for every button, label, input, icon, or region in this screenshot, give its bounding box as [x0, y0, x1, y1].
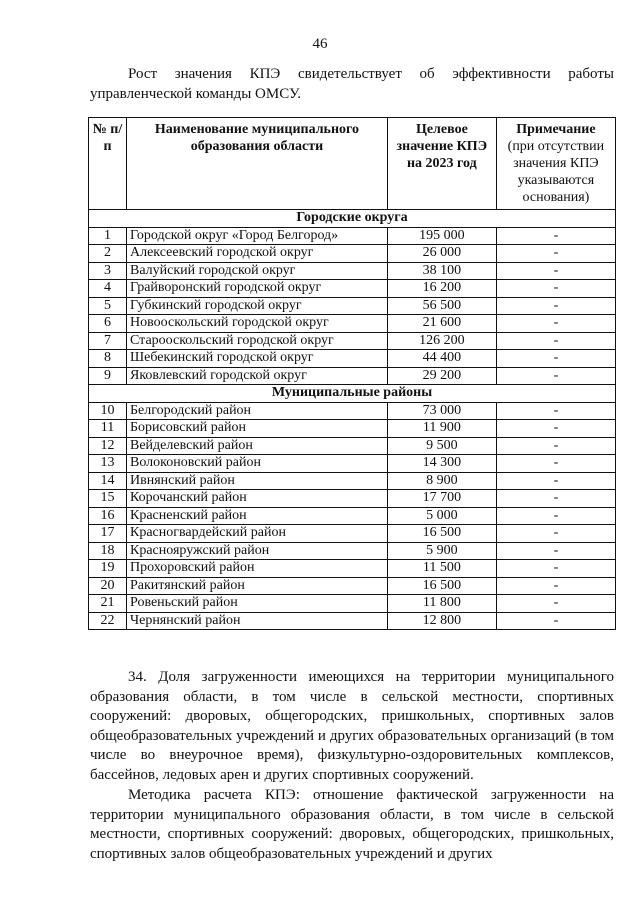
row-name: Алексеевский городской округ — [127, 245, 388, 263]
row-target: 38 100 — [387, 262, 496, 280]
section-row — [89, 385, 616, 403]
row-target: 29 200 — [387, 367, 496, 385]
row-name: Городской округ «Город Белгород» — [127, 227, 388, 245]
row-target: 21 600 — [387, 315, 496, 333]
row-target: 44 400 — [387, 350, 496, 368]
row-num: 22 — [89, 612, 127, 630]
row-num: 2 — [89, 245, 127, 263]
kpi-table — [88, 117, 616, 630]
row-num: 18 — [89, 542, 127, 560]
row-note: - — [496, 595, 615, 613]
row-target: 26 000 — [387, 245, 496, 263]
section-title: Городские округа — [89, 210, 616, 228]
row-name: Яковлевский городской округ — [127, 367, 388, 385]
table-row — [89, 420, 616, 438]
table-row — [89, 332, 616, 350]
table-body — [89, 210, 616, 630]
row-name: Вейделевский район — [127, 437, 388, 455]
row-target: 14 300 — [387, 455, 496, 473]
row-num: 15 — [89, 490, 127, 508]
row-target: 16 500 — [387, 577, 496, 595]
table-row — [89, 245, 616, 263]
table-row — [89, 402, 616, 420]
row-num: 14 — [89, 472, 127, 490]
table-row — [89, 525, 616, 543]
header-note-title: Примечание — [516, 122, 596, 137]
table-row — [89, 227, 616, 245]
row-target: 11 800 — [387, 595, 496, 613]
row-name: Ровеньский район — [127, 595, 388, 613]
row-num: 12 — [89, 437, 127, 455]
table-row — [89, 490, 616, 508]
row-num: 4 — [89, 280, 127, 298]
row-note: - — [496, 612, 615, 630]
row-num: 16 — [89, 507, 127, 525]
row-name: Валуйский городской округ — [127, 262, 388, 280]
header-name: Наименование муниципального образования области — [127, 118, 388, 210]
row-note: - — [496, 525, 615, 543]
row-num: 17 — [89, 525, 127, 543]
row-note: - — [496, 245, 615, 263]
row-num: 10 — [89, 402, 127, 420]
table-row — [89, 595, 616, 613]
row-target: 5 900 — [387, 542, 496, 560]
table-row — [89, 350, 616, 368]
row-name: Красногвардейский район — [127, 525, 388, 543]
row-note: - — [496, 560, 615, 578]
row-note: - — [496, 437, 615, 455]
row-note: - — [496, 420, 615, 438]
row-name: Прохоровский район — [127, 560, 388, 578]
header-num: № п/п — [89, 118, 127, 210]
row-note: - — [496, 472, 615, 490]
row-target: 56 500 — [387, 297, 496, 315]
row-note: - — [496, 490, 615, 508]
table-row — [89, 455, 616, 473]
header-target: Целевое значение КПЭ на 2023 год — [387, 118, 496, 210]
row-num: 6 — [89, 315, 127, 333]
row-name: Ракитянский район — [127, 577, 388, 595]
row-note: - — [496, 577, 615, 595]
table-row — [89, 560, 616, 578]
row-target: 12 800 — [387, 612, 496, 630]
row-name: Корочанский район — [127, 490, 388, 508]
row-note: - — [496, 350, 615, 368]
row-note: - — [496, 367, 615, 385]
table-row — [89, 612, 616, 630]
table-header-row — [89, 118, 616, 210]
row-note: - — [496, 280, 615, 298]
row-name: Красненский район — [127, 507, 388, 525]
row-target: 11 900 — [387, 420, 496, 438]
table-row — [89, 280, 616, 298]
row-note: - — [496, 297, 615, 315]
row-num: 1 — [89, 227, 127, 245]
table-row — [89, 262, 616, 280]
row-target: 9 500 — [387, 437, 496, 455]
header-note-sub: (при отсутствии значения КПЭ указываются основания) — [507, 139, 605, 205]
row-target: 11 500 — [387, 560, 496, 578]
paragraph-34: 34. Доля загруженности имеющихся на территории муниципального образования области, в том числе в сельской местности, спортивных сооружений: дворовых, общегородских, пришкольных, спортивных залов общеобразовательных учреждений и других образовательных организаций (в том числе во внеурочное время), физкультурно-оздоровительных комплексов, бассейнов, ледовых арен и других спортивных сооружений. — [90, 669, 614, 783]
row-name: Старооскольский городской округ — [127, 332, 388, 350]
row-note: - — [496, 332, 615, 350]
row-target: 73 000 — [387, 402, 496, 420]
row-num: 5 — [89, 297, 127, 315]
row-num: 21 — [89, 595, 127, 613]
header-note — [496, 118, 615, 210]
row-name: Борисовский район — [127, 420, 388, 438]
row-target: 17 700 — [387, 490, 496, 508]
table-row — [89, 367, 616, 385]
row-note: - — [496, 455, 615, 473]
row-target: 8 900 — [387, 472, 496, 490]
paragraph-method: Методика расчета КПЭ: отношение фактической загруженности на территории муниципального образования области, в том числе в сельской местности, спортивных сооружений: дворовых, общегородских, пришкольных, спортивных залов общеобразовательных учреждений и других — [90, 787, 614, 862]
table-row — [89, 577, 616, 595]
row-num: 11 — [89, 420, 127, 438]
row-name: Шебекинский городской округ — [127, 350, 388, 368]
table-row — [89, 472, 616, 490]
table-row — [89, 315, 616, 333]
row-target: 16 500 — [387, 525, 496, 543]
section-title: Муниципальные районы — [89, 385, 616, 403]
row-num: 3 — [89, 262, 127, 280]
row-note: - — [496, 262, 615, 280]
row-name: Ивнянский район — [127, 472, 388, 490]
row-num: 20 — [89, 577, 127, 595]
page-number: 46 — [312, 36, 328, 52]
row-name: Грайворонский городской округ — [127, 280, 388, 298]
row-num: 7 — [89, 332, 127, 350]
row-note: - — [496, 507, 615, 525]
table-row — [89, 542, 616, 560]
row-name: Губкинский городской округ — [127, 297, 388, 315]
row-note: - — [496, 542, 615, 560]
row-num: 9 — [89, 367, 127, 385]
row-name: Волоконовский район — [127, 455, 388, 473]
intro-paragraph: Рост значения КПЭ свидетельствует об эффективности работы управленческой команды ОМСУ. — [90, 66, 614, 102]
row-target: 5 000 — [387, 507, 496, 525]
row-num: 19 — [89, 560, 127, 578]
row-note: - — [496, 227, 615, 245]
row-note: - — [496, 315, 615, 333]
row-target: 195 000 — [387, 227, 496, 245]
row-target: 126 200 — [387, 332, 496, 350]
table-row — [89, 297, 616, 315]
row-name: Белгородский район — [127, 402, 388, 420]
row-name: Новооскольский городской округ — [127, 315, 388, 333]
row-note: - — [496, 402, 615, 420]
table-row — [89, 437, 616, 455]
row-name: Краснояружский район — [127, 542, 388, 560]
row-num: 8 — [89, 350, 127, 368]
row-num: 13 — [89, 455, 127, 473]
table-row — [89, 507, 616, 525]
row-name: Чернянский район — [127, 612, 388, 630]
section-row — [89, 210, 616, 228]
row-target: 16 200 — [387, 280, 496, 298]
